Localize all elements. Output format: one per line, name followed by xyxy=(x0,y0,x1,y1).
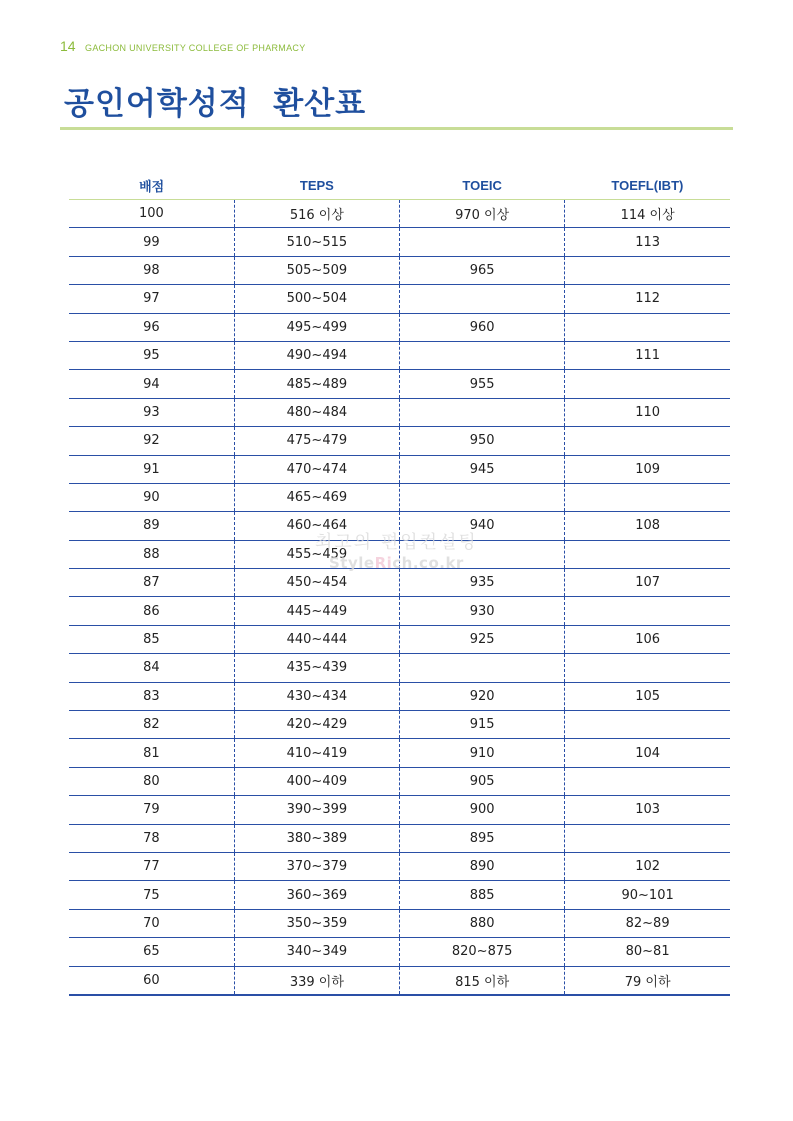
score-cell: 86 xyxy=(69,597,234,625)
teps-cell: 465~469 xyxy=(234,483,399,511)
teps-cell: 400~409 xyxy=(234,767,399,795)
toeic-cell xyxy=(400,540,565,568)
score-cell: 84 xyxy=(69,654,234,682)
score-cell: 65 xyxy=(69,938,234,966)
teps-cell: 460~464 xyxy=(234,512,399,540)
table-row xyxy=(69,341,730,369)
toeic-cell: 925 xyxy=(400,625,565,653)
table-row xyxy=(69,654,730,682)
teps-cell: 500~504 xyxy=(234,285,399,313)
table-row xyxy=(69,909,730,937)
teps-cell: 475~479 xyxy=(234,427,399,455)
teps-cell: 435~439 xyxy=(234,654,399,682)
table-row xyxy=(69,852,730,880)
score-cell: 98 xyxy=(69,256,234,284)
table-row xyxy=(69,512,730,540)
teps-cell: 455~459 xyxy=(234,540,399,568)
toefl-cell: 105 xyxy=(565,682,730,710)
toefl-cell xyxy=(565,540,730,568)
table-row xyxy=(69,200,730,228)
score-cell: 77 xyxy=(69,852,234,880)
table-row xyxy=(69,938,730,966)
toeic-cell: 965 xyxy=(400,256,565,284)
table-row xyxy=(69,256,730,284)
table-header-row xyxy=(69,172,730,200)
score-cell: 78 xyxy=(69,824,234,852)
toeic-cell: 940 xyxy=(400,512,565,540)
toefl-cell xyxy=(565,256,730,284)
teps-cell: 485~489 xyxy=(234,370,399,398)
column-header-score: 배점 xyxy=(69,172,234,200)
teps-cell: 480~484 xyxy=(234,398,399,426)
toefl-cell xyxy=(565,767,730,795)
teps-cell: 495~499 xyxy=(234,313,399,341)
table-row xyxy=(69,455,730,483)
watermark-line2-accent: Ri xyxy=(374,554,393,572)
toefl-cell xyxy=(565,824,730,852)
toeic-cell: 815 이하 xyxy=(400,966,565,995)
score-cell: 89 xyxy=(69,512,234,540)
toeic-cell xyxy=(400,654,565,682)
table-row xyxy=(69,285,730,313)
table-row xyxy=(69,483,730,511)
score-cell: 91 xyxy=(69,455,234,483)
watermark-line2-start: Style xyxy=(329,554,375,572)
table-row xyxy=(69,398,730,426)
toeic-cell: 905 xyxy=(400,767,565,795)
toeic-cell: 880 xyxy=(400,909,565,937)
toeic-cell: 960 xyxy=(400,313,565,341)
score-cell: 87 xyxy=(69,569,234,597)
score-cell: 88 xyxy=(69,540,234,568)
toeic-cell: 890 xyxy=(400,852,565,880)
table-header xyxy=(69,172,730,200)
toefl-cell xyxy=(565,427,730,455)
score-cell: 79 xyxy=(69,796,234,824)
toefl-cell xyxy=(565,483,730,511)
table-row xyxy=(69,682,730,710)
toeic-cell: 895 xyxy=(400,824,565,852)
toefl-cell: 90~101 xyxy=(565,881,730,909)
toefl-cell xyxy=(565,370,730,398)
teps-cell: 390~399 xyxy=(234,796,399,824)
toefl-cell: 113 xyxy=(565,228,730,256)
teps-cell: 339 이하 xyxy=(234,966,399,995)
watermark-line2-end: ch.co.kr xyxy=(392,554,464,572)
score-cell: 99 xyxy=(69,228,234,256)
toefl-cell xyxy=(565,597,730,625)
score-cell: 82 xyxy=(69,711,234,739)
toeic-cell: 955 xyxy=(400,370,565,398)
teps-cell: 450~454 xyxy=(234,569,399,597)
score-cell: 90 xyxy=(69,483,234,511)
toeic-cell: 900 xyxy=(400,796,565,824)
table-row xyxy=(69,540,730,568)
toefl-cell: 108 xyxy=(565,512,730,540)
teps-cell: 445~449 xyxy=(234,597,399,625)
score-cell: 81 xyxy=(69,739,234,767)
toeic-cell xyxy=(400,228,565,256)
toeic-cell: 915 xyxy=(400,711,565,739)
column-header-toefl: TOEFL(IBT) xyxy=(565,172,730,200)
teps-cell: 370~379 xyxy=(234,852,399,880)
score-cell: 93 xyxy=(69,398,234,426)
table-row xyxy=(69,711,730,739)
teps-cell: 340~349 xyxy=(234,938,399,966)
table-row xyxy=(69,796,730,824)
toefl-cell: 104 xyxy=(565,739,730,767)
teps-cell: 430~434 xyxy=(234,682,399,710)
table-row xyxy=(69,313,730,341)
table-row xyxy=(69,597,730,625)
toefl-cell: 109 xyxy=(565,455,730,483)
table-body xyxy=(69,200,730,995)
column-header-teps: TEPS xyxy=(234,172,399,200)
page-number: 14 xyxy=(60,38,76,54)
score-conversion-table xyxy=(69,172,730,996)
teps-cell: 470~474 xyxy=(234,455,399,483)
teps-cell: 490~494 xyxy=(234,341,399,369)
table-row xyxy=(69,824,730,852)
toeic-cell: 920 xyxy=(400,682,565,710)
table-row xyxy=(69,881,730,909)
score-cell: 92 xyxy=(69,427,234,455)
table-row xyxy=(69,767,730,795)
toefl-cell: 102 xyxy=(565,852,730,880)
toefl-cell: 106 xyxy=(565,625,730,653)
table-row xyxy=(69,739,730,767)
teps-cell: 360~369 xyxy=(234,881,399,909)
table-row xyxy=(69,966,730,995)
score-cell: 60 xyxy=(69,966,234,995)
watermark-line1: 최고의 편입컨설팅 xyxy=(315,532,478,553)
toeic-cell: 945 xyxy=(400,455,565,483)
page-title: 공인어학성적 환산표 xyxy=(64,86,367,122)
score-cell: 85 xyxy=(69,625,234,653)
table-row xyxy=(69,427,730,455)
teps-cell: 350~359 xyxy=(234,909,399,937)
table-row xyxy=(69,370,730,398)
toeic-cell: 930 xyxy=(400,597,565,625)
toefl-cell xyxy=(565,654,730,682)
toefl-cell: 114 이상 xyxy=(565,200,730,228)
toeic-cell: 910 xyxy=(400,739,565,767)
teps-cell: 420~429 xyxy=(234,711,399,739)
column-header-toeic: TOEIC xyxy=(400,172,565,200)
toefl-cell: 79 이하 xyxy=(565,966,730,995)
score-cell: 75 xyxy=(69,881,234,909)
score-cell: 80 xyxy=(69,767,234,795)
toeic-cell: 970 이상 xyxy=(400,200,565,228)
teps-cell: 510~515 xyxy=(234,228,399,256)
teps-cell: 440~444 xyxy=(234,625,399,653)
toeic-cell: 820~875 xyxy=(400,938,565,966)
score-cell: 97 xyxy=(69,285,234,313)
toefl-cell: 103 xyxy=(565,796,730,824)
table-row xyxy=(69,625,730,653)
toefl-cell: 112 xyxy=(565,285,730,313)
school-name: GACHON UNIVERSITY COLLEGE OF PHARMACY xyxy=(85,43,306,53)
table-row xyxy=(69,228,730,256)
toefl-cell xyxy=(565,711,730,739)
toeic-cell xyxy=(400,398,565,426)
page-header xyxy=(60,38,306,56)
score-cell: 94 xyxy=(69,370,234,398)
score-cell: 100 xyxy=(69,200,234,228)
toefl-cell xyxy=(565,313,730,341)
toefl-cell: 80~81 xyxy=(565,938,730,966)
score-cell: 70 xyxy=(69,909,234,937)
title-divider xyxy=(60,127,733,130)
teps-cell: 516 이상 xyxy=(234,200,399,228)
teps-cell: 505~509 xyxy=(234,256,399,284)
toefl-cell: 82~89 xyxy=(565,909,730,937)
teps-cell: 380~389 xyxy=(234,824,399,852)
toeic-cell: 885 xyxy=(400,881,565,909)
toeic-cell xyxy=(400,285,565,313)
score-cell: 83 xyxy=(69,682,234,710)
toefl-cell: 107 xyxy=(565,569,730,597)
toefl-cell: 111 xyxy=(565,341,730,369)
toeic-cell: 950 xyxy=(400,427,565,455)
toeic-cell xyxy=(400,483,565,511)
toefl-cell: 110 xyxy=(565,398,730,426)
score-cell: 95 xyxy=(69,341,234,369)
teps-cell: 410~419 xyxy=(234,739,399,767)
toeic-cell: 935 xyxy=(400,569,565,597)
toeic-cell xyxy=(400,341,565,369)
table-row xyxy=(69,569,730,597)
score-cell: 96 xyxy=(69,313,234,341)
